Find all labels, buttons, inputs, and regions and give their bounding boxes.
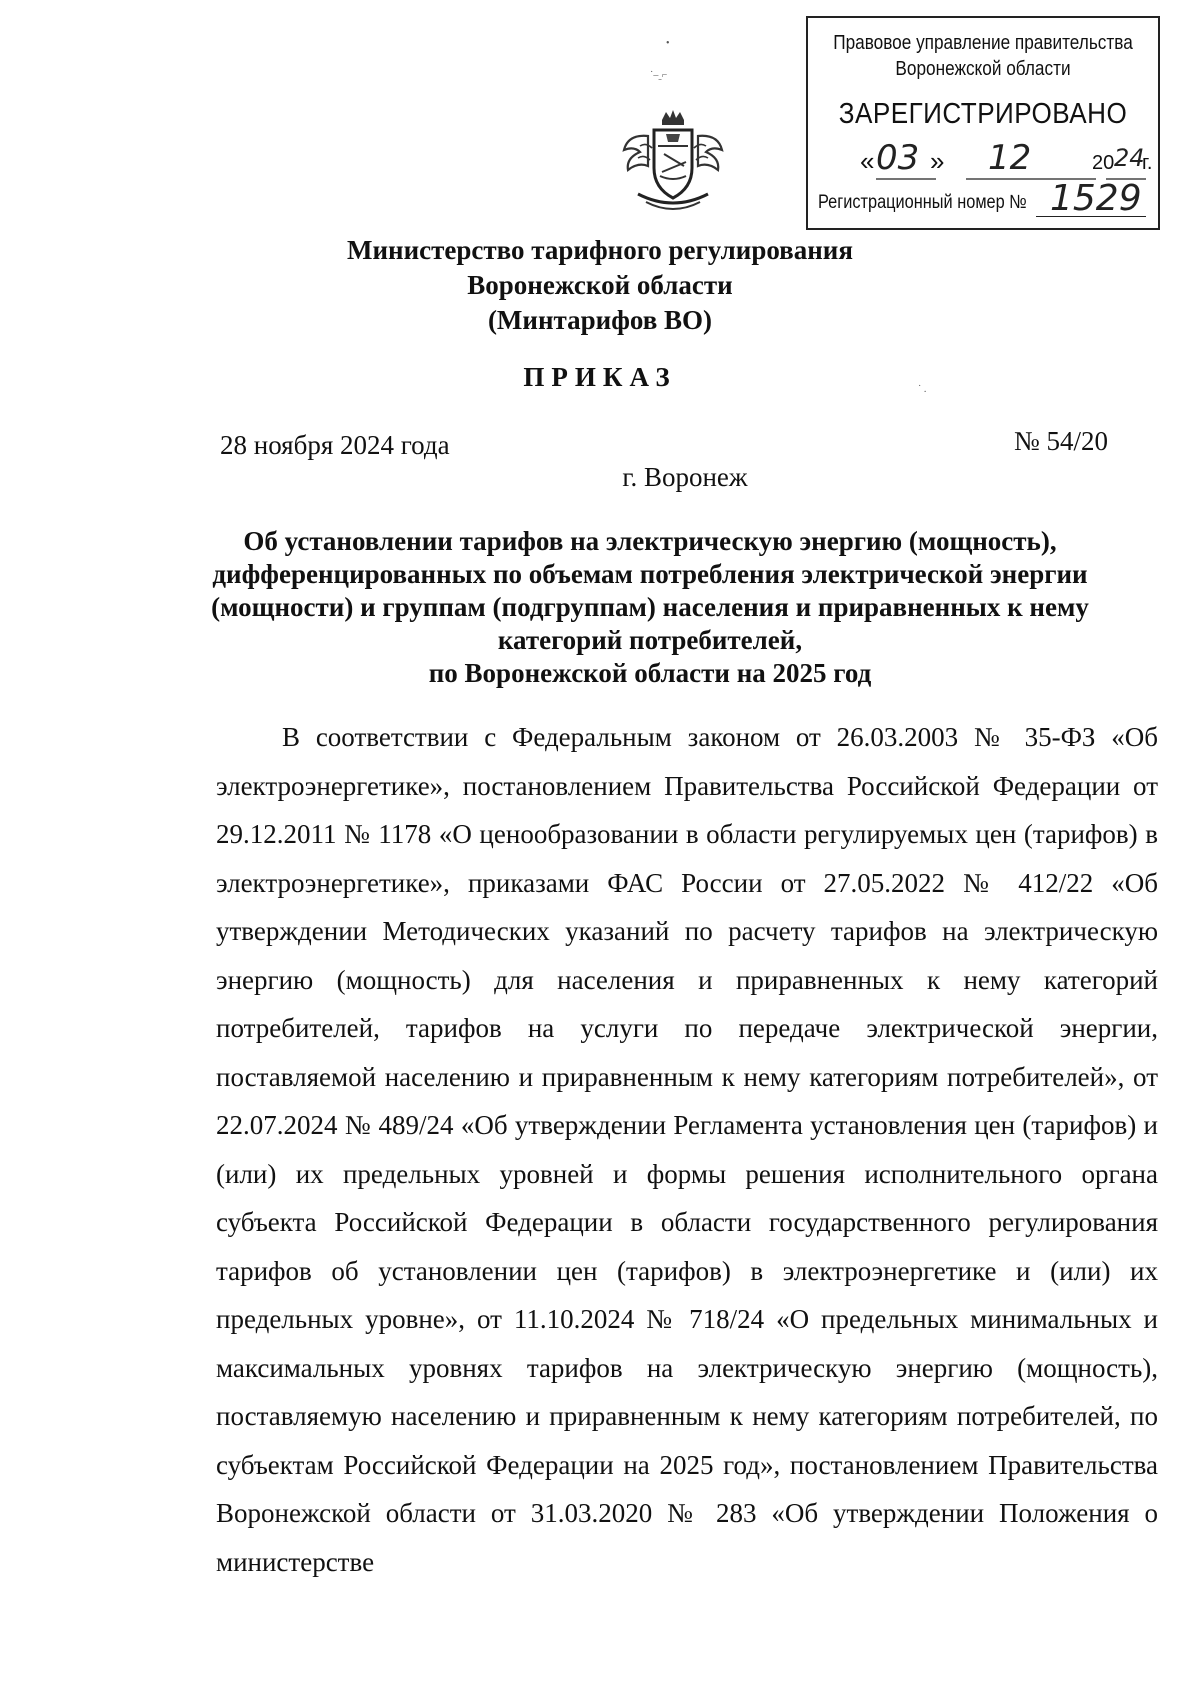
document-body — [216, 713, 1158, 1586]
body-paragraph: В соответствии с Федеральным законом от 26.03.2003 № 35-ФЗ «Об электроэнергетике», постановлением Правительства Российской Федерации от 29.12.2011 № 1178 «О ценообразовании в области регулируемых цен (тарифов) в электроэнергетике», приказами ФАС России от 27.05.2022 № 412/22 «Об утверждении Методических указаний по расчету тарифов на электрическую энергию (мощность) для населения и приравненных к нему категорий потребителей, тарифов на услуги по передаче электрической энергии, поставляемой населению и приравненным к нему категориям потребителей», от 22.07.2024 № 489/24 «Об утверждении Регламента установления цен (тарифов) и (или) их предельных уровней и формы решения исполнительного органа субъекта Российской Федерации в области государственного регулирования тарифов об установлении цен (тарифов) в электроэнергетике и (или) их предельных уровне», от 11.10.2024 № 718/24 «О предельных минимальных и максимальных уровнях тарифов на электрическую энергию (мощность), поставляемую населению и приравненным к нему категориям потребителей, по субъектам Российской Федерации на 2025 год», постановлением Правительства Воронежской области от 31.03.2020 № 283 «Об утверждении Положения о министерстве — [216, 722, 1158, 1577]
ministry-name-line3: (Минтарифов ВО) — [487, 305, 713, 335]
stamp-month-handwritten: 12 — [988, 138, 1032, 178]
stamp-authority-line2: Воронежской области — [895, 58, 1071, 80]
coat-of-arms-icon — [618, 106, 728, 216]
ministry-name-line2: Воронежской области — [467, 270, 733, 300]
stamp-reg-number-label: Регистрационный номер № — [818, 192, 1027, 213]
stamp-date — [836, 138, 1153, 182]
scan-mark: • — [666, 38, 670, 49]
title-line: Об установлении тарифов на электрическую энергию (мощность), — [243, 526, 1057, 556]
stamp-reg-number-row — [818, 178, 1152, 222]
stamp-reg-number-underline — [1036, 216, 1146, 217]
stamp-day-handwritten: 03 — [876, 138, 920, 178]
stamp-year-handwritten: 24 — [1114, 144, 1145, 172]
stamp-quote-open: « — [860, 146, 875, 176]
document-city: г. Воронеж — [622, 462, 748, 492]
document-number: № 54/20 — [1013, 426, 1108, 456]
document-type: ПРИКАЗ — [523, 362, 677, 392]
scan-mark: ˙ . — [918, 384, 927, 395]
title-line: (мощности) и группам (подгруппам) населения и приравненных к нему — [211, 592, 1089, 622]
stamp-year-unit: г. — [1142, 152, 1153, 174]
document-title — [150, 525, 1150, 690]
stamp-reg-number-handwritten: 1529 — [1050, 178, 1142, 219]
ministry-name-line1: Министерство тарифного регулирования — [347, 235, 853, 265]
registration-stamp — [806, 16, 1160, 230]
scan-mark: ˙–ˍ⌐ — [650, 70, 668, 81]
title-line: категорий потребителей, — [497, 625, 803, 655]
stamp-year-prefix: 20 — [1092, 152, 1115, 174]
title-line: дифференцированных по объемам потребления электрической энергии — [212, 559, 1088, 589]
title-line: по Воронежской области на 2025 год — [428, 658, 872, 688]
stamp-quote-close: » — [930, 146, 945, 176]
stamp-authority-line1: Правовое управление правительства — [833, 32, 1133, 54]
document-date: 28 ноября 2024 года — [220, 430, 450, 460]
stamp-registered-title: ЗАРЕГИСТРИРОВАНО — [838, 98, 1128, 130]
